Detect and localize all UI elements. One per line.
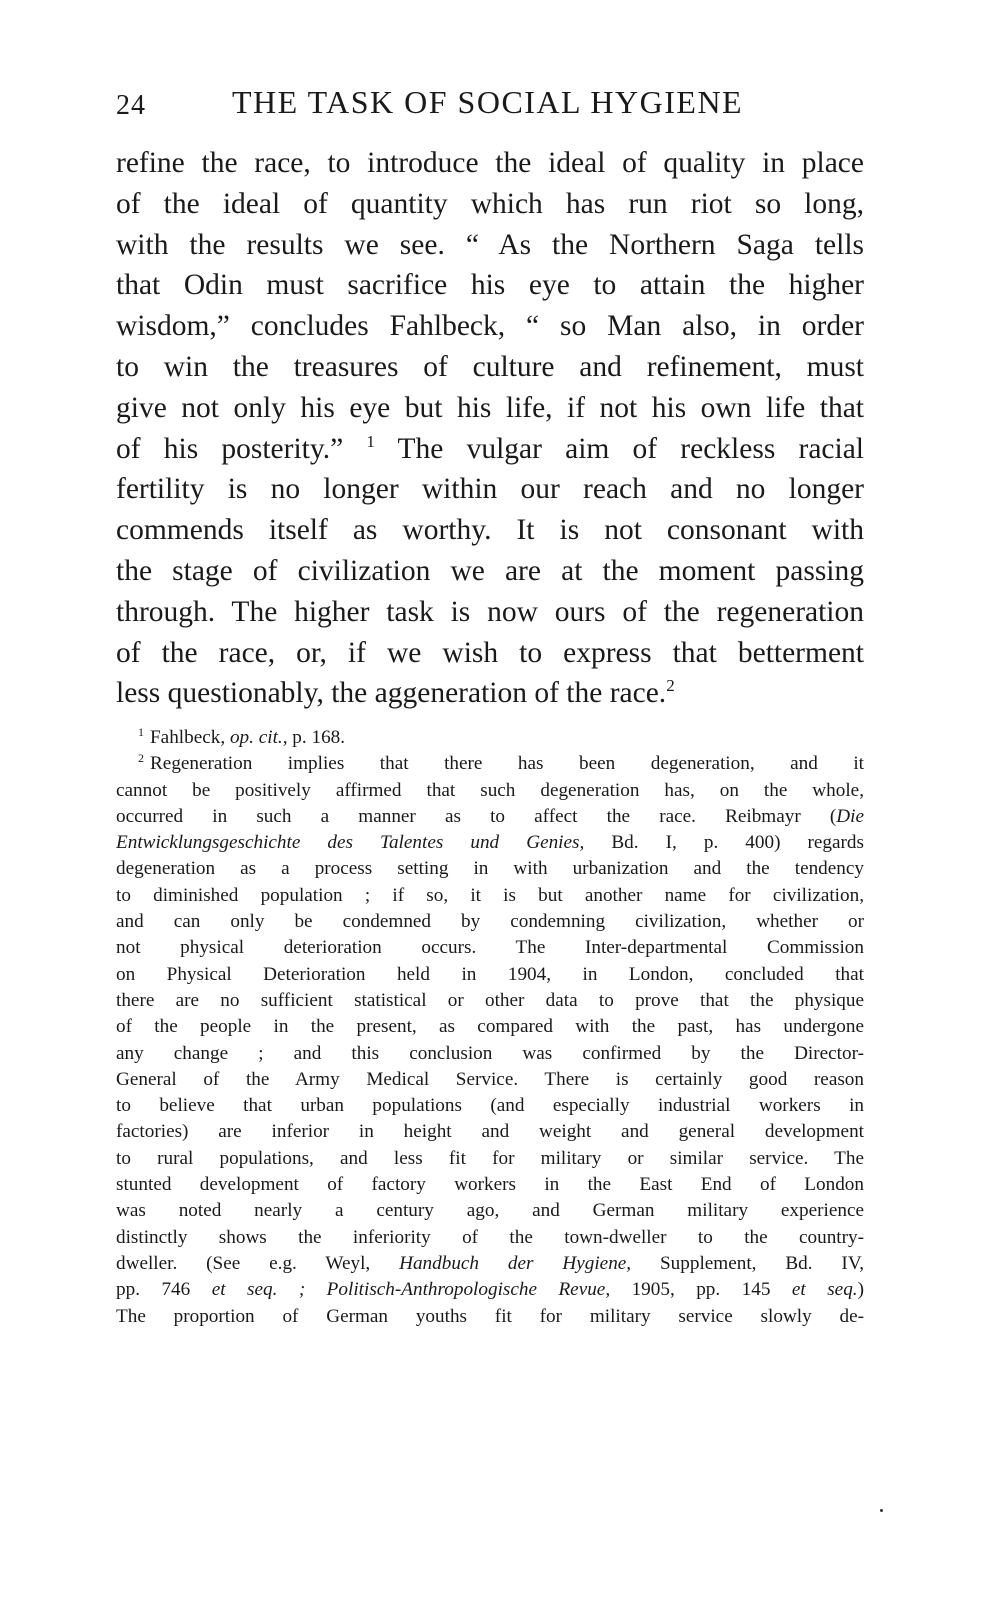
footnote-italic: Entwicklungsgeschichte des Talentes und Genies, (116, 832, 585, 854)
footnote-text: ) (857, 1279, 864, 1301)
body-line-part: of his posterity.” (116, 432, 344, 465)
footnote-2-line (116, 751, 864, 777)
footnote-2-line: there are no sufficient statistical or other data to prove that the physique (116, 989, 864, 1011)
footnote-2-line: was noted nearly a century ago, and German military experience (116, 1200, 864, 1222)
footnote-2-line: stunted development of factory workers in the East End of London (116, 1174, 864, 1196)
footnote-italic: op. cit., (229, 727, 288, 748)
footnote-italic: et seq. ; (211, 1279, 306, 1301)
body-line: wisdom,” concludes Fahlbeck, “ so Man also, in order (116, 310, 864, 343)
footnote-2-line: cannot be positively affirmed that such degeneration has, on the whole, (116, 779, 864, 801)
footnote-2-line: on Physical Deterioration held in 1904, in London, concluded that (116, 963, 864, 985)
footnote-1 (116, 725, 864, 751)
footnote-2-line (116, 1277, 864, 1303)
footnote-2-line: of the people in the present, as compared with the past, has undergone (116, 1016, 864, 1038)
footnotes (116, 725, 864, 1330)
body-line-part: The vulgar aim of reckless racial (397, 432, 864, 465)
footnote-2-line: and can only be condemned by condemning civilization, whether or (116, 911, 864, 933)
footnote-ref-2[interactable]: 2 (666, 676, 675, 696)
body-line: with the results we see. “ As the Northern Saga tells (116, 228, 864, 261)
body-line: that Odin must sacrifice his eye to attain the higher (116, 269, 864, 302)
footnote-2-line (116, 1251, 864, 1277)
footnote-2-line: to diminished population ; if so, it is but another name for civilization, (116, 884, 864, 906)
footnote-2-line: distinctly shows the inferiority of the town-dweller to the country- (116, 1226, 864, 1248)
footnote-text: p. 168. (292, 727, 346, 748)
body-line: fertility is no longer within our reach and no longer (116, 473, 864, 506)
footnote-italic: Die (836, 805, 864, 827)
body-line: refine the race, to introduce the ideal of quality in place (116, 147, 864, 179)
footnote-text: pp. 746 (116, 1279, 212, 1301)
body-line: the stage of civilization we are at the moment passing (116, 554, 864, 587)
footnote-2-line: to believe that urban populations (and especially industrial workers in (116, 1095, 864, 1117)
footnote-2-line: degeneration as a process setting in with urbanization and the tendency (116, 858, 864, 880)
footnote-2-line: General of the Army Medical Service. There is certainly good reason (116, 1068, 864, 1090)
footnote-mark: 2 (138, 751, 144, 765)
body-line: through. The higher task is now ours of the regeneration (116, 595, 864, 628)
body-line: to win the treasures of culture and refinement, must (116, 350, 864, 383)
footnote-2-line: not physical deterioration occurs. The Inter-departmental Commission (116, 937, 864, 959)
running-title: THE TASK OF SOCIAL HYGIENE (232, 84, 744, 120)
footnote-2-line: any change ; and this conclusion was confirmed by the Director- (116, 1042, 864, 1064)
footnote-text: Regeneration implies that there has been degeneration, and it (150, 753, 864, 775)
footnote-text: dweller. (See e.g. Weyl, (116, 1252, 400, 1274)
footnote-text: 1905, pp. 145 (610, 1279, 792, 1301)
footnote-2-line (116, 804, 864, 830)
footnote-2-line (116, 830, 864, 856)
footnote-2-line: to rural populations, and less fit for military or similar service. The (116, 1147, 864, 1169)
footnote-text: occurred in such a manner as to affect the race. Reibmayr ( (116, 805, 837, 827)
body-line (116, 429, 864, 470)
footnote-2-line: factories) are inferior in height and weight and general development (116, 1121, 864, 1143)
footnote-italic: Handbuch der Hygiene, (399, 1252, 632, 1274)
body-line: of the ideal of quantity which has run riot so long, (116, 187, 864, 220)
footnote-2-line: The proportion of German youths fit for military service slowly de- (116, 1305, 864, 1327)
footnote-italic: Politisch-Anthropologische Revue, (305, 1279, 611, 1301)
footnote-italic: et seq. (791, 1279, 858, 1301)
footnote-text: Fahlbeck, (150, 727, 226, 748)
page-number: 24 (116, 90, 146, 121)
footnote-text: Bd. I, p. 400) regards (584, 832, 864, 854)
body-line (116, 673, 864, 714)
body-line: of the race, or, if we wish to express that betterment (116, 636, 864, 669)
body-line-part: less questionably, the aggeneration of the race. (116, 677, 667, 710)
body-paragraph (116, 143, 864, 714)
body-line: commends itself as worthy. It is not consonant with (116, 514, 864, 547)
scan-speck (880, 1509, 883, 1512)
footnote-mark: 1 (138, 725, 144, 739)
running-head (116, 84, 864, 132)
body-line: give not only his eye but his life, if not his own life that (116, 391, 864, 424)
footnote-ref-1[interactable]: 1 (366, 431, 375, 451)
footnote-text: Supplement, Bd. IV, (631, 1252, 864, 1274)
